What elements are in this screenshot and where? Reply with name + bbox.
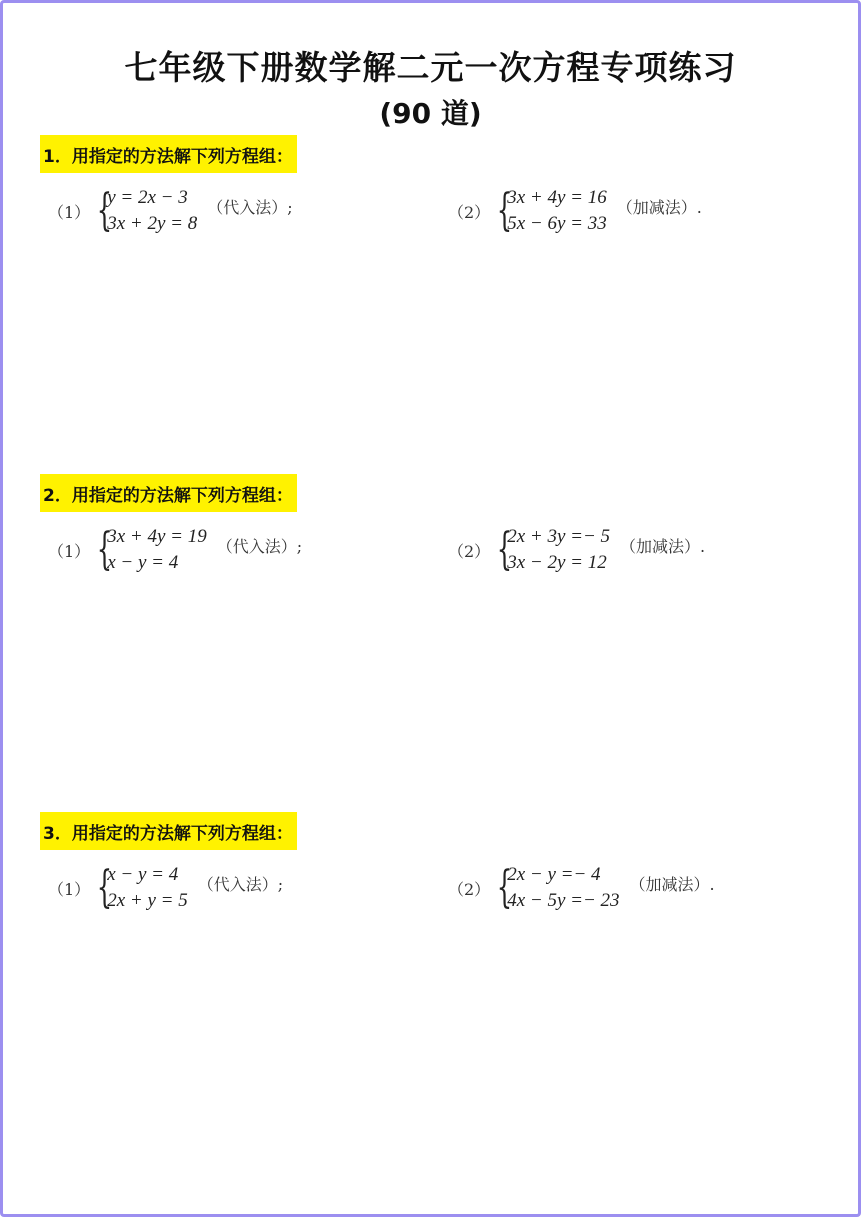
section-heading: 2．用指定的方法解下列方程组：: [40, 474, 297, 512]
equation-system: [507, 185, 607, 237]
problem-3-2: [448, 862, 715, 914]
problem-3-1: [48, 862, 283, 914]
problem-2-1: [48, 524, 302, 576]
problem-number: （1）: [48, 879, 91, 899]
problem-number: （1）: [48, 541, 91, 561]
equation-system: [107, 524, 207, 576]
section-heading: 1．用指定的方法解下列方程组：: [40, 135, 297, 173]
equation-1: 2x − y =− 4: [507, 864, 601, 885]
equation-system: [107, 185, 197, 237]
problem-number: （2）: [448, 202, 491, 222]
method-label: （加减法）.: [620, 536, 706, 556]
equation-2: 2x + y = 5: [107, 890, 188, 911]
problem-2-2: [448, 524, 705, 576]
exercise-section-3: [0, 812, 861, 913]
equation-1: 3x + 4y = 16: [507, 187, 607, 208]
exercise-section-1: [0, 135, 861, 236]
method-label: （加减法）.: [616, 197, 702, 217]
problem-number: （2）: [448, 541, 491, 561]
page-title: 七年级下册数学解二元一次方程专项练习: [124, 48, 737, 87]
left-brace-icon: {: [496, 524, 513, 575]
equation-system: [507, 524, 610, 576]
left-brace-icon: {: [96, 524, 113, 575]
left-brace-icon: {: [96, 862, 113, 913]
equation-system: [107, 862, 188, 914]
problem-1-2: [448, 185, 702, 237]
equation-1: 3x + 4y = 19: [107, 526, 207, 547]
equation-1: x − y = 4: [107, 864, 179, 885]
left-brace-icon: {: [496, 185, 513, 236]
problem-1-1: [48, 185, 293, 237]
equation-2: 3x + 2y = 8: [107, 213, 198, 234]
problem-number: （1）: [48, 202, 91, 222]
method-label: （代入法）;: [207, 197, 293, 217]
page-subtitle: (90 道): [379, 97, 482, 130]
equation-2: 4x − 5y =− 23: [507, 890, 620, 911]
equation-2: 5x − 6y = 33: [507, 213, 607, 234]
section-heading: 3．用指定的方法解下列方程组：: [40, 812, 297, 850]
equation-2: x − y = 4: [107, 552, 179, 573]
left-brace-icon: {: [496, 862, 513, 913]
equation-system: [507, 862, 619, 914]
left-brace-icon: {: [96, 185, 113, 236]
method-label: （代入法）;: [197, 874, 284, 894]
method-label: （代入法）;: [216, 536, 303, 556]
equation-2: 3x − 2y = 12: [507, 552, 607, 573]
method-label: （加减法）.: [629, 874, 715, 894]
equation-1: y = 2x − 3: [107, 187, 188, 208]
equation-1: 2x + 3y =− 5: [507, 526, 611, 547]
problem-number: （2）: [448, 879, 491, 899]
exercise-section-2: [0, 474, 861, 575]
